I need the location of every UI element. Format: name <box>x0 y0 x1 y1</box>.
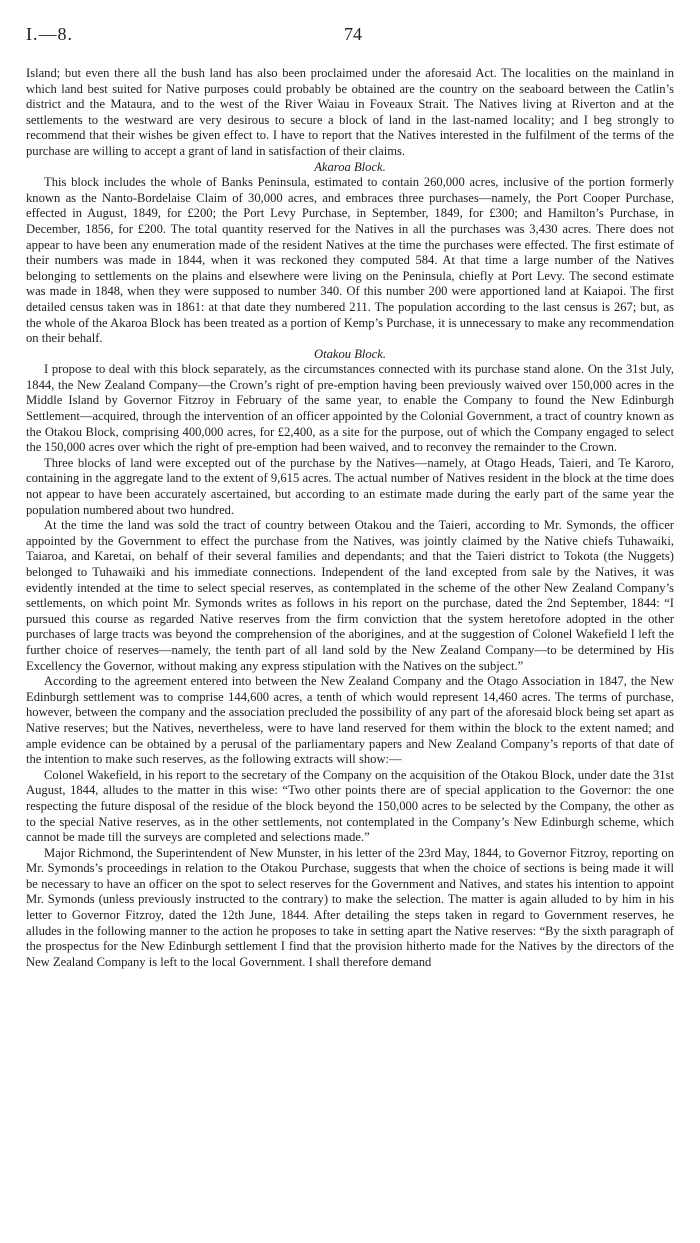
section-heading-otakou: Otakou Block. <box>313 346 387 361</box>
document-reference: I.—8. <box>26 24 73 44</box>
paragraph-otakou-4: According to the agreement entered into between the New Zealand Company and the Otago Association in 1847, the New Edinburgh settlement was to comprise 144,600 acres, a tenth of which would represent 14,460 acres. The terms of purchase, however, between the company and the association precluded the possibility of any part of the aforesaid block being set apart as Native reserves; but the Natives, nevertheless, were to have land reserved for them within the block to the extent named; and ample evidence can be obtained by a perusal of the parliamentary papers and New Zealand Company’s reports of that date of the intention to make such reserves, as the following extracts will show:— <box>26 674 674 767</box>
page-header <box>26 24 674 50</box>
paragraph-akaroa: This block includes the whole of Banks Peninsula, estimated to contain 260,000 acres, inclusive of the portion formerly known as the Nanto-Bordelaise Claim of 30,000 acres, and embraces three purchases—namely, the Port Cooper Purchase, effected in August, 1849, for £200; the Port Levy Purchase, in September, 1849, for £300; and Hamilton’s Purchase, in December, 1856, for £200. The total quantity reserved for the Natives in all the purchases was 3,430 acres. There does not appear to have been any enumeration made of the resident Natives at the time the purchases were effected. The first estimate of their numbers was made in 1844, when it was reckoned they computed 584. At that time a large number of the Natives belonging to settlements on the plains and elsewhere were living on the Peninsula, chiefly at Port Levy. The second estimate was made in 1848, when they were supposed to number 340. Of this number 200 were apportioned land at Kaiapoi. The first detailed census taken was in 1861: at that date they numbered 211. The population according to the last census is 267; but, as the whole of the Akaroa Block has been treated as a portion of Kemp’s Purchase, it is unnecessary to make any recommendation on their behalf. <box>26 175 674 346</box>
paragraph-otakou-2: Three blocks of land were excepted out of the purchase by the Natives—namely, at Otago Heads, Taieri, and Te Karoro, containing in the aggregate land to the extent of 9,615 acres. The actual number of Natives resident in the block at the time does not appear to have been accurately ascertained, but according to an estimate made during the early part of the same year the population numbered about two hundred. <box>26 455 674 517</box>
paragraph-intro: Island; but even there all the bush land has also been proclaimed under the aforesaid Act. The localities on the mainland in which land best suited for Native purposes could probably be obtained are the country on the seaboard between the Catlin’s district and the Mataura, and to the west of the River Waiau in Foveaux Strait. The Natives living at Riverton and at the settlements to the westward are very desirous to secure a block of land in the last-named locality; and I beg strongly to recommend that their wishes be given effect to. I have to report that the Natives interested in the fulfilment of the terms of the purchase are willing to accept a grant of land in satisfaction of their claims. <box>26 66 674 158</box>
paragraph-otakou-1: I propose to deal with this block separately, as the circumstances connected with its purchase stand alone. On the 31st July, 1844, the New Zealand Company—the Crown’s right of pre-emption having been previously waived over 150,000 acres in the Middle Island by Governor Fitzroy in February of the same year, to enable the Company to found the New Edinburgh Settlement—acquired, through the intervention of an officer appointed by the Colonial Government, a tract of country known as the Otakou Block, comprising 400,000 acres, for £2,400, as a site for the purpose, out of which the Company engaged to select the 150,000 acres over which the right of pre-emption had been waived, and to reconvey the remainder to the Crown. <box>26 362 674 455</box>
body-text <box>26 66 674 970</box>
paragraph-otakou-3: At the time the land was sold the tract of country between Otakou and the Taieri, according to Mr. Symonds, the officer appointed by the Government to effect the purchase from the Natives, was jointly claimed by the Native chiefs Tuhawaiki, Taiaroa, and Karetai, on behalf of their several families and dependants; and that the Taieri district to Tokota (the Nuggets) belonged to Tuhawaiki and his immediate connections. Independent of the land excepted from sale by the Natives, it was evidently intended at the time to select special reserves, as contemplated in the scheme of the other New Zealand Company’s settlements, on which point Mr. Symonds writes as follows in his report on the purchase, dated the 2nd September, 1844: “I pursued this course as regarded Native reserves from the firm conviction that the system heretofore adopted in the other purchases of large tracts was beyond the comprehension of the aborigines, and at the suggestion of Colonel Wakefield I left the further choice of reserves—namely, the tenth part of all land sold by the New Zealand Company—to be determined by His Excellency the Governor, without making any express stipulation with the Natives on the subject.” <box>26 518 674 673</box>
paragraph-otakou-5: Colonel Wakefield, in his report to the secretary of the Company on the acquisition of the Otakou Block, under date the 31st August, 1844, alludes to the matter in this wise: “Two other points there are of special application to the Governor: the one respecting the future disposal of the residue of the block beyond the 150,000 acres to be selected by the Company, the other as to the special Native reserves, as in the other settlements, not contemplated in the Company’s New Edinburgh scheme, which cannot be made till the surveys are completed and selections made.” <box>26 767 674 845</box>
section-heading-akaroa: Akaroa Block. <box>314 159 386 174</box>
paragraph-otakou-6: Major Richmond, the Superintendent of New Munster, in his letter of the 23rd May, 1844, to Governor Fitzroy, reporting on Mr. Symonds’s proceedings in relation to the Otakou Purchase, suggests that when the choice of sections is being made it will be necessary to have an officer on the spot to select reserves for the Government and Natives, and states his intention to appoint Mr. Symonds (unless previously instructed to the contrary) to make the selection. The matter is again alluded to by him in his letter to Governor Fitzroy, dated the 12th June, 1844. After detailing the steps taken in regard to Government reserves, he alludes in the following manner to the action he proposes to take in setting apart the Native reserves: “By the sixth paragraph of the prospectus for the New Edinburgh settlement I find that the provision hitherto made for the Natives by the directors of the New Zealand Company is left to the local Government. I shall therefore demand <box>26 845 674 969</box>
page-number: 74 <box>344 24 362 44</box>
